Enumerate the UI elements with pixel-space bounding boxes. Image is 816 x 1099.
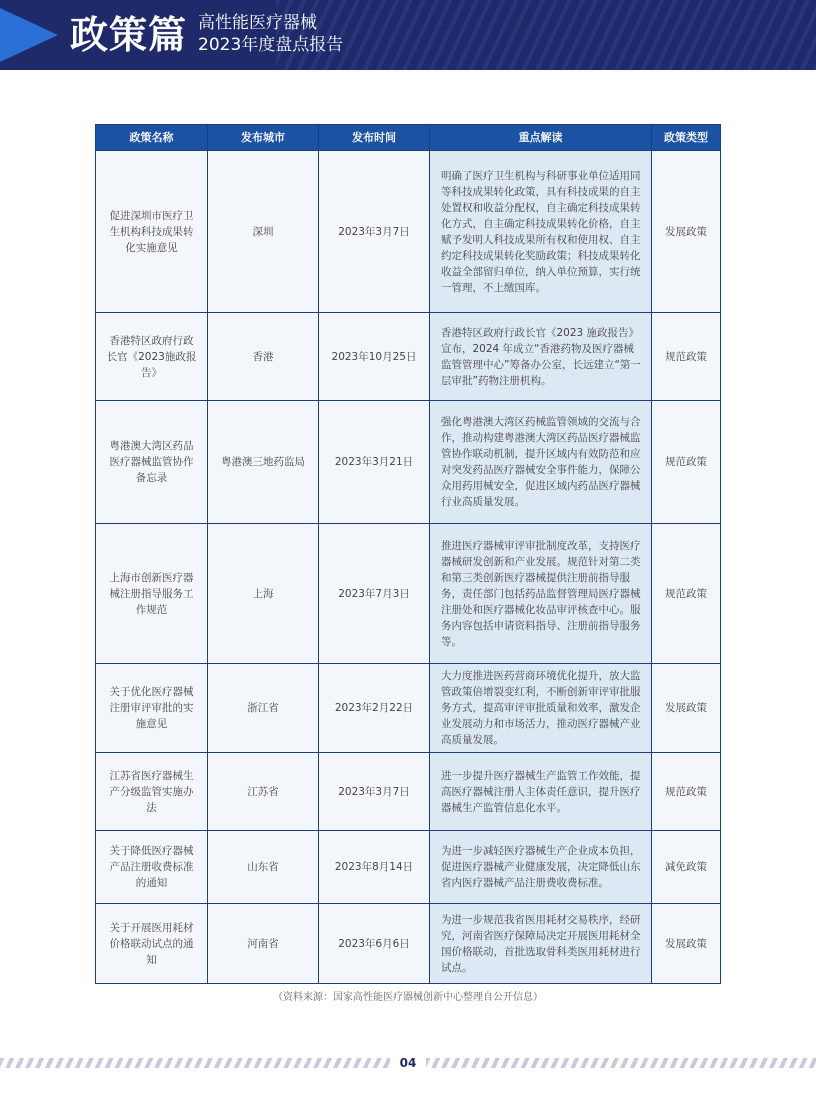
policy-summary: 进一步提升医疗器械生产监管工作效能，提高医疗器械注册人主体责任意识，提升医疗器械生产监管信息化水平。	[430, 753, 652, 831]
policy-type: 减免政策	[652, 831, 721, 904]
policy-name: 关于优化医疗器械注册审评审批的实施意见	[96, 664, 208, 753]
policy-type: 规范政策	[652, 524, 721, 664]
policy-name: 江苏省医疗器械生产分级监管实施办法	[96, 753, 208, 831]
policy-type: 规范政策	[652, 401, 721, 524]
table-row	[96, 313, 721, 401]
policy-summary: 强化粤港澳大湾区药械监管领域的交流与合作，推动构建粤港澳大湾区药品医疗器械监管协作联动机制，提升区域内有效防范和应对突发药品医疗器械安全事件能力，保障公众用药用械安全，促进区域内药品医疗器械行业高质量发展。	[430, 401, 652, 524]
policy-date: 2023年3月7日	[319, 753, 430, 831]
table-row	[96, 831, 721, 904]
policy-table	[95, 124, 721, 984]
policy-city: 江苏省	[208, 753, 319, 831]
policy-city: 深圳	[208, 151, 319, 313]
policy-name: 上海市创新医疗器械注册指导服务工作规范	[96, 524, 208, 664]
policy-summary: 大力度推进医药营商环境优化提升，放大监管政策倍增裂变红利，不断创新审评审批服务方式，提高审评审批质量和效率，激发企业发展动力和市场活力，推动医疗器械产业高质量发展。	[430, 664, 652, 753]
policy-type: 规范政策	[652, 753, 721, 831]
policy-date: 2023年10月25日	[319, 313, 430, 401]
policy-city: 浙江省	[208, 664, 319, 753]
table-row	[96, 904, 721, 984]
footer-stripes-left	[0, 1058, 390, 1068]
table-row	[96, 664, 721, 753]
subtitle-line-2: 2023年度盘点报告	[198, 35, 344, 55]
policy-name: 关于开展医用耗材价格联动试点的通知	[96, 904, 208, 984]
section-title: 政策篇	[70, 13, 188, 57]
policy-date: 2023年3月7日	[319, 151, 430, 313]
policy-city: 山东省	[208, 831, 319, 904]
column-header-summary: 重点解读	[430, 125, 652, 151]
policy-date: 2023年7月3日	[319, 524, 430, 664]
column-header-type: 政策类型	[652, 125, 721, 151]
policy-city: 粤港澳三地药监局	[208, 401, 319, 524]
table-row	[96, 151, 721, 313]
page-header	[0, 0, 816, 70]
column-header-date: 发布时间	[319, 125, 430, 151]
source-note: （资料来源：国家高性能医疗器械创新中心整理自公开信息）	[273, 992, 543, 1003]
column-header-name: 政策名称	[96, 125, 208, 151]
policy-summary: 明确了医疗卫生机构与科研事业单位适用同等科技成果转化政策，具有科技成果的自主处置权和收益分配权，自主确定科技成果转化方式，自主确定科技成果转化价格，自主赋予发明人科技成果所有权和使用权、自主约定科技成果转化奖励政策；科技成果转化收益全部留归单位，纳入单位预算，实行统一管理，不上缴国库。	[430, 151, 652, 313]
page-number: 04	[399, 1056, 417, 1070]
footer-stripes-right	[426, 1058, 816, 1068]
policy-summary: 为进一步减轻医疗器械生产企业成本负担，促进医疗器械产业健康发展，决定降低山东省内医疗器械产品注册费收费标准。	[430, 831, 652, 904]
policy-type: 发展政策	[652, 664, 721, 753]
report-subtitle	[198, 12, 343, 56]
policy-type: 规范政策	[652, 313, 721, 401]
policy-summary: 推进医疗器械审评审批制度改革，支持医疗器械研发创新和产业发展。规范针对第二类和第三类创新医疗器械提供注册前指导服务，责任部门包括药品监督管理局医疗器械注册处和医疗器械化妆品审评核查中心。服务内容包括申请资料指导、注册前指导服务等。	[430, 524, 652, 664]
policy-type: 发展政策	[652, 151, 721, 313]
policy-name: 香港特区政府行政长官《2023施政报告》	[96, 313, 208, 401]
policy-date: 2023年6月6日	[319, 904, 430, 984]
policy-summary: 为进一步规范我省医用耗材交易秩序，经研究，河南省医疗保障局决定开展医用耗材全国价格联动，首批选取骨科类医用耗材进行试点。	[430, 904, 652, 984]
column-header-city: 发布城市	[208, 125, 319, 151]
policy-city: 香港	[208, 313, 319, 401]
header-arrow-icon	[0, 8, 58, 62]
table-row	[96, 401, 721, 524]
table-row	[96, 753, 721, 831]
policy-summary: 香港特区政府行政长官《2023 施政报告》宣布，2024 年成立“香港药物及医疗器械监管管理中心”筹备办公室，长远建立“第一层审批”药物注册机构。	[430, 313, 652, 401]
policy-name: 促进深圳市医疗卫生机构科技成果转化实施意见	[96, 151, 208, 313]
header-stripes-decoration	[276, 0, 816, 70]
policy-type: 发展政策	[652, 904, 721, 984]
subtitle-line-1: 高性能医疗器械	[198, 13, 317, 33]
table-row	[96, 524, 721, 664]
policy-name: 关于降低医疗器械产品注册收费标准的通知	[96, 831, 208, 904]
policy-date: 2023年2月22日	[319, 664, 430, 753]
policy-name: 粤港澳大湾区药品医疗器械监管协作备忘录	[96, 401, 208, 524]
policy-city: 上海	[208, 524, 319, 664]
policy-date: 2023年8月14日	[319, 831, 430, 904]
policy-city: 河南省	[208, 904, 319, 984]
policy-date: 2023年3月21日	[319, 401, 430, 524]
table-header-row	[96, 125, 721, 151]
